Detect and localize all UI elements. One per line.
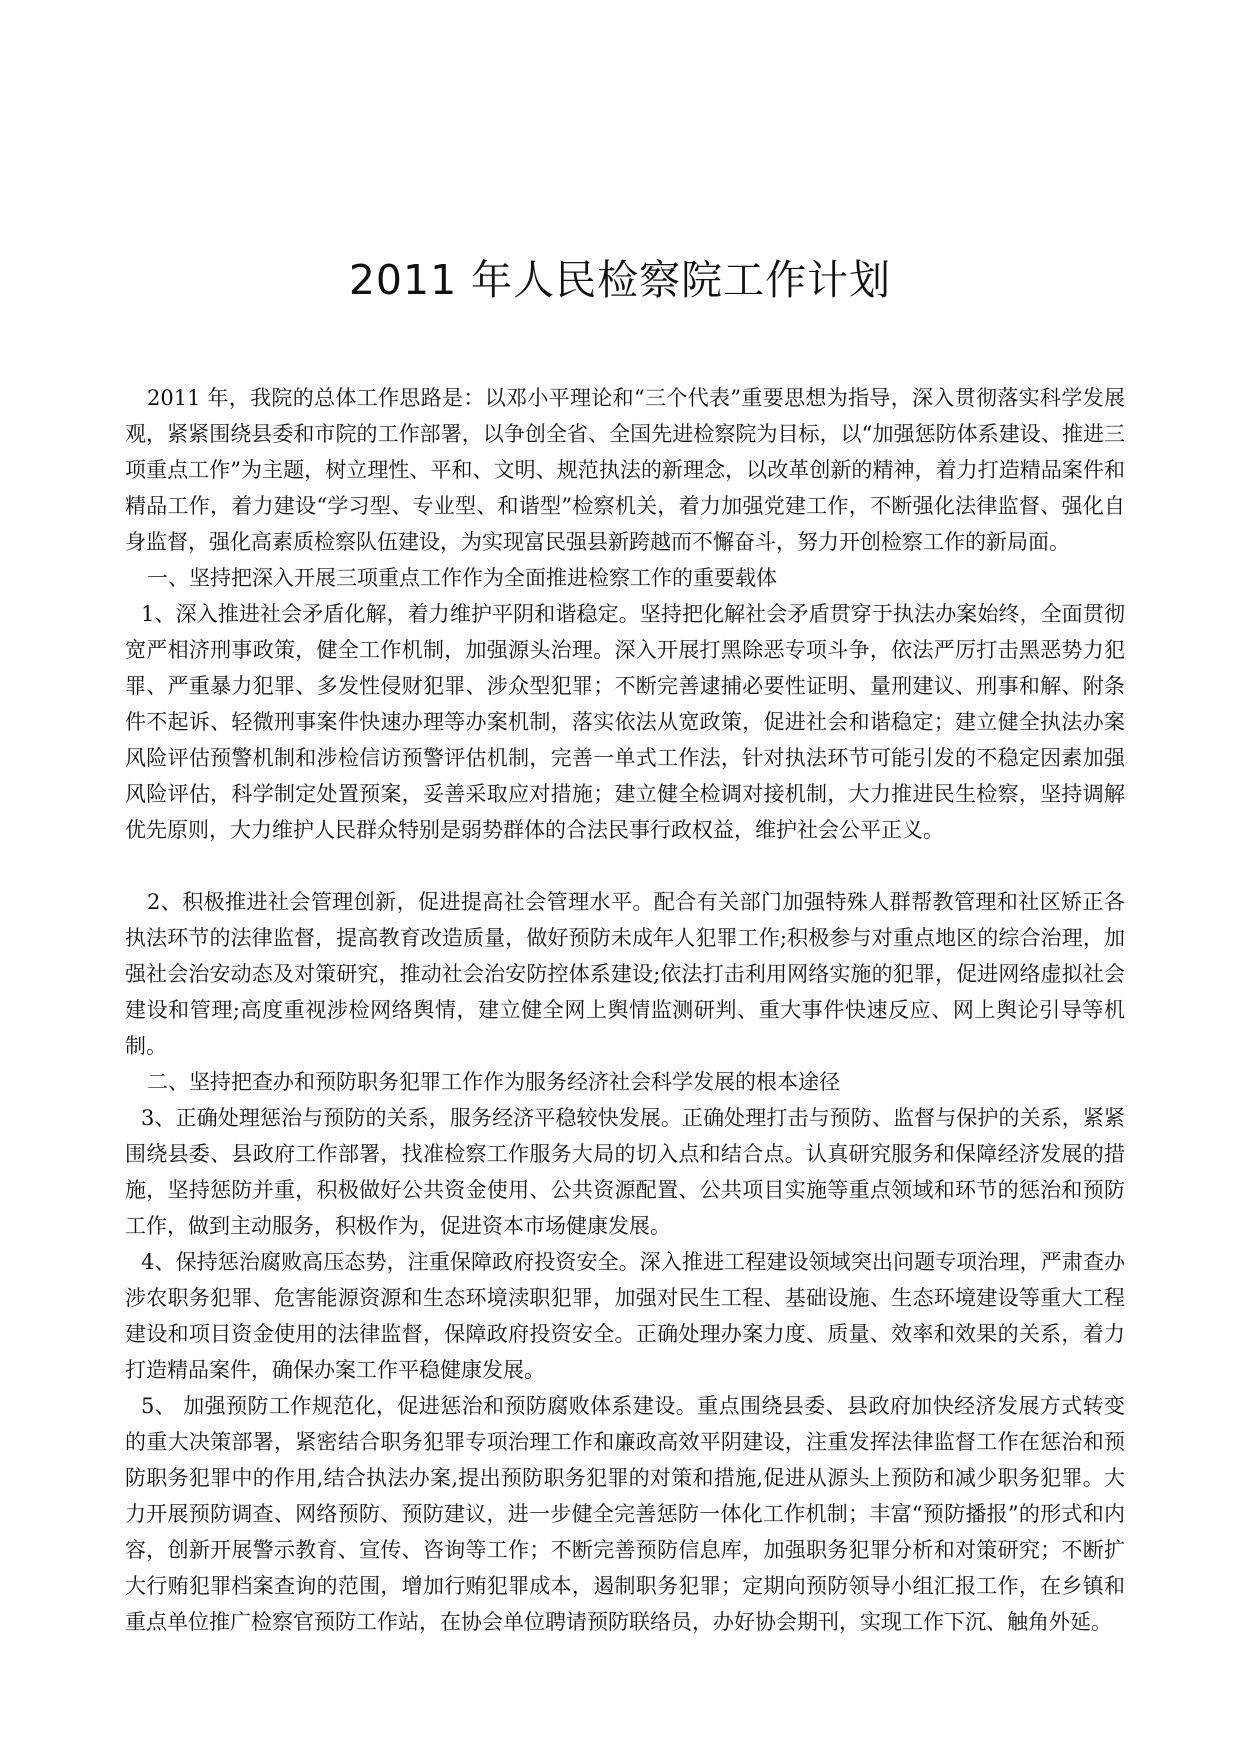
paragraph-item-2: 2、积极推进社会管理创新，促进提高社会管理水平。配合有关部门加强特殊人群帮教管理和社区矫正各执法环节的法律监督，提高教育改造质量，做好预防未成年人犯罪工作;积极参与对重点地区的综合治理，加强社会治安动态及对策研究，推动社会治安防控体系建设;依法打击利用网络实施的犯罪，促进网络虚拟社会建设和管理;高度重视涉检网络舆情，建立健全网上舆情监测研判、重大事件快速反应、网上舆论引导等机制。 bbox=[125, 890, 1125, 1058]
document-body bbox=[125, 380, 1125, 1640]
page-title: 2011 年人民检察院工作计划 bbox=[348, 256, 892, 304]
paragraph-item-3: 3、正确处理惩治与预防的关系，服务经济平稳较快发展。正确处理打击与预防、监督与保护的关系，紧紧围绕县委、县政府工作部署，找准检察工作服务大局的切入点和结合点。认真研究服务和保障经济发展的措施，坚持惩防并重，积极做好公共资金使用、公共资源配置、公共项目实施等重点领域和环节的惩治和预防工作，做到主动服务，积极作为，促进资本市场健康发展。 bbox=[125, 1106, 1125, 1238]
section-heading-1: 一、坚持把深入开展三项重点工作作为全面推进检察工作的重要载体 bbox=[147, 566, 777, 590]
section-heading-2: 二、坚持把查办和预防职务犯罪工作作为服务经济社会科学发展的根本途径 bbox=[147, 1070, 840, 1094]
paragraph-item-4: 4、保持惩治腐败高压态势，注重保障政府投资安全。深入推进工程建设领域突出问题专项治理，严肃查办涉农职务犯罪、危害能源资源和生态环境渎职犯罪，加强对民生工程、基础设施、生态环境建设等重大工程建设和项目资金使用的法律监督，保障政府投资安全。正确处理办案力度、质量、效率和效果的关系，着力打造精品案件，确保办案工作平稳健康发展。 bbox=[125, 1250, 1125, 1382]
paragraph-item-1: 1、深入推进社会矛盾化解，着力维护平阴和谐稳定。坚持把化解社会矛盾贯穿于执法办案始终，全面贯彻宽严相济刑事政策，健全工作机制，加强源头治理。深入开展打黑除恶专项斗争，依法严厉打击黑恶势力犯罪、严重暴力犯罪、多发性侵财犯罪、涉众型犯罪；不断完善逮捕必要性证明、量刑建议、刑事和解、附条件不起诉、轻微刑事案件快速办理等办案机制，落实依法从宽政策，促进社会和谐稳定；建立健全执法办案风险评估预警机制和涉检信访预警评估机制，完善一单式工作法，针对执法环节可能引发的不稳定因素加强风险评估，科学制定处置预案，妥善采取应对措施；建立健全检调对接机制，大力推进民生检察，坚持调解优先原则，大力维护人民群众特别是弱势群体的合法民事行政权益，维护社会公平正义。 bbox=[125, 602, 1125, 842]
paragraph-intro: 2011 年，我院的总体工作思路是：以邓小平理论和“三个代表”重要思想为指导，深入贯彻落实科学发展观，紧紧围绕县委和市院的工作部署，以争创全省、全国先进检察院为目标，以“加强惩防体系建设、推进三项重点工作”为主题，树立理性、平和、文明、规范执法的新理念，以改革创新的精神，着力打造精品案件和精品工作，着力建设“学习型、专业型、和谐型”检察机关，着力加强党建工作，不断强化法律监督、强化自身监督，强化高素质检察队伍建设，为实现富民强县新跨越而不懈奋斗，努力开创检察工作的新局面。 bbox=[125, 386, 1125, 554]
paragraph-item-5: 5、 加强预防工作规范化，促进惩治和预防腐败体系建设。重点围绕县委、县政府加快经济发展方式转变的重大决策部署，紧密结合职务犯罪专项治理工作和廉政高效平阴建设，注重发挥法律监督工作在惩治和预防职务犯罪中的作用,结合执法办案,提出预防职务犯罪的对策和措施,促进从源头上预防和减少职务犯罪。大力开展预防调查、网络预防、预防建议，进一步健全完善惩防一体化工作机制；丰富“预防播报”的形式和内容，创新开展警示教育、宣传、咨询等工作；不断完善预防信息库，加强职务犯罪分析和对策研究；不断扩大行贿犯罪档案查询的范围，增加行贿犯罪成本，遏制职务犯罪；定期向预防领导小组汇报工作，在乡镇和重点单位推广检察官预防工作站，在协会单位聘请预防联络员，办好协会期刊，实现工作下沉、触角外延。 bbox=[125, 1394, 1125, 1634]
